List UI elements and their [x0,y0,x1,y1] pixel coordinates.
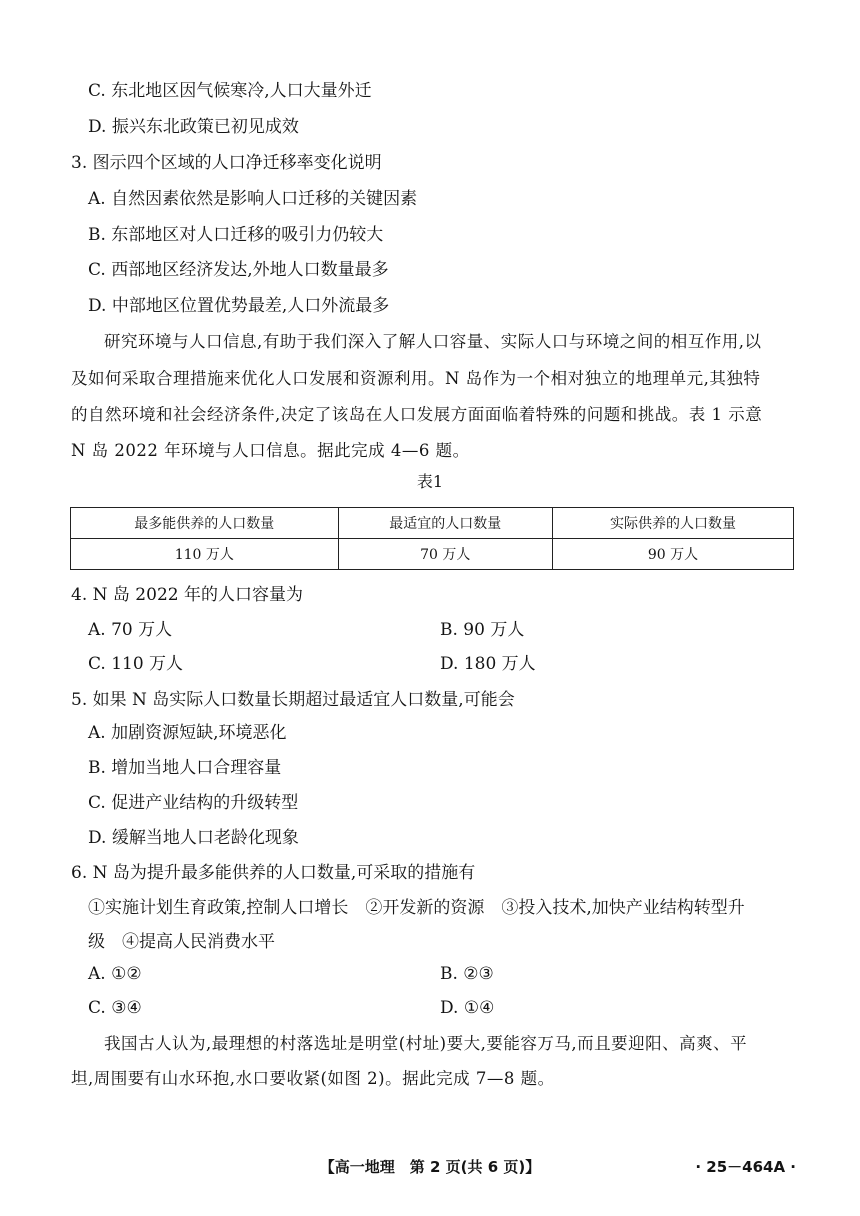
table-value-optimal-population: 70 万人 [338,539,552,570]
passage2-line1: 我国古人认为,最理想的村落选址是明堂(村址)要大,要能容万马,而且要迎阳、高爽、平 [104,1034,748,1053]
q4-option-b: B. 90 万人 [440,620,525,640]
table-value-actual-population: 90 万人 [552,539,793,570]
q3-stem: 3. 图示四个区域的人口净迁移率变化说明 [71,153,382,173]
q6-stem: 6. N 岛为提升最多能供养的人口数量,可采取的措施有 [71,863,476,883]
q5-stem: 5. 如果 N 岛实际人口数量长期超过最适宜人口数量,可能会 [71,690,515,710]
q6-option-a: A. ①② [88,964,142,984]
table-header-row [71,508,794,539]
table-caption: 表1 [416,472,444,491]
q6-option-d: D. ①④ [440,998,495,1018]
q6-statements-line2: 级 ④提高人民消费水平 [88,932,275,952]
table-header-actual-population: 实际供养的人口数量 [552,508,793,539]
passage1-line1: 研究环境与人口信息,有助于我们深入了解人口容量、实际人口与环境之间的相互作用,以 [104,332,762,351]
q4-option-a: A. 70 万人 [88,620,173,640]
table-header-optimal-population: 最适宜的人口数量 [338,508,552,539]
table-header-max-population: 最多能供养的人口数量 [71,508,339,539]
footer-page-info: 【高一地理 第 2 页(共 6 页)】 [319,1158,541,1176]
q6-option-c: C. ③④ [88,998,142,1018]
q5-option-b: B. 增加当地人口合理容量 [88,758,282,778]
q4-option-d: D. 180 万人 [440,654,536,674]
q5-option-a: A. 加剧资源短缺,环境恶化 [88,723,287,743]
q3-option-b: B. 东部地区对人口迁移的吸引力仍较大 [88,225,384,245]
table-value-max-population: 110 万人 [71,539,339,570]
q4-option-c: C. 110 万人 [88,654,184,674]
q5-option-d: D. 缓解当地人口老龄化现象 [88,828,299,848]
q4-stem: 4. N 岛 2022 年的人口容量为 [71,585,303,605]
footer-paper-code: · 25－464A · [695,1158,796,1176]
q2-option-d: D. 振兴东北政策已初见成效 [88,117,299,137]
q2-option-c: C. 东北地区因气候寒冷,人口大量外迁 [88,81,372,101]
q5-option-c: C. 促进产业结构的升级转型 [88,793,299,813]
q6-statements-line1: ①实施计划生育政策,控制人口增长 ②开发新的资源 ③投入技术,加快产业结构转型升 [88,898,745,918]
passage1-line4: N 岛 2022 年环境与人口信息。据此完成 4—6 题。 [71,441,470,460]
passage1-line2: 及如何采取合理措施来优化人口发展和资源利用。N 岛作为一个相对独立的地理单元,其独特 [71,369,761,388]
table-value-row [71,539,794,570]
q3-option-c: C. 西部地区经济发达,外地人口数量最多 [88,260,389,280]
passage1-line3: 的自然环境和社会经济条件,决定了该岛在人口发展方面面临着特殊的问题和挑战。表 1 示意 [71,405,763,424]
q3-option-a: A. 自然因素依然是影响人口迁移的关键因素 [88,189,418,209]
q6-option-b: B. ②③ [440,964,494,984]
q3-option-d: D. 中部地区位置优势最差,人口外流最多 [88,296,390,316]
population-table [70,507,794,570]
passage2-line2: 坦,周围要有山水环抱,水口要收紧(如图 2)。据此完成 7—8 题。 [71,1069,555,1088]
